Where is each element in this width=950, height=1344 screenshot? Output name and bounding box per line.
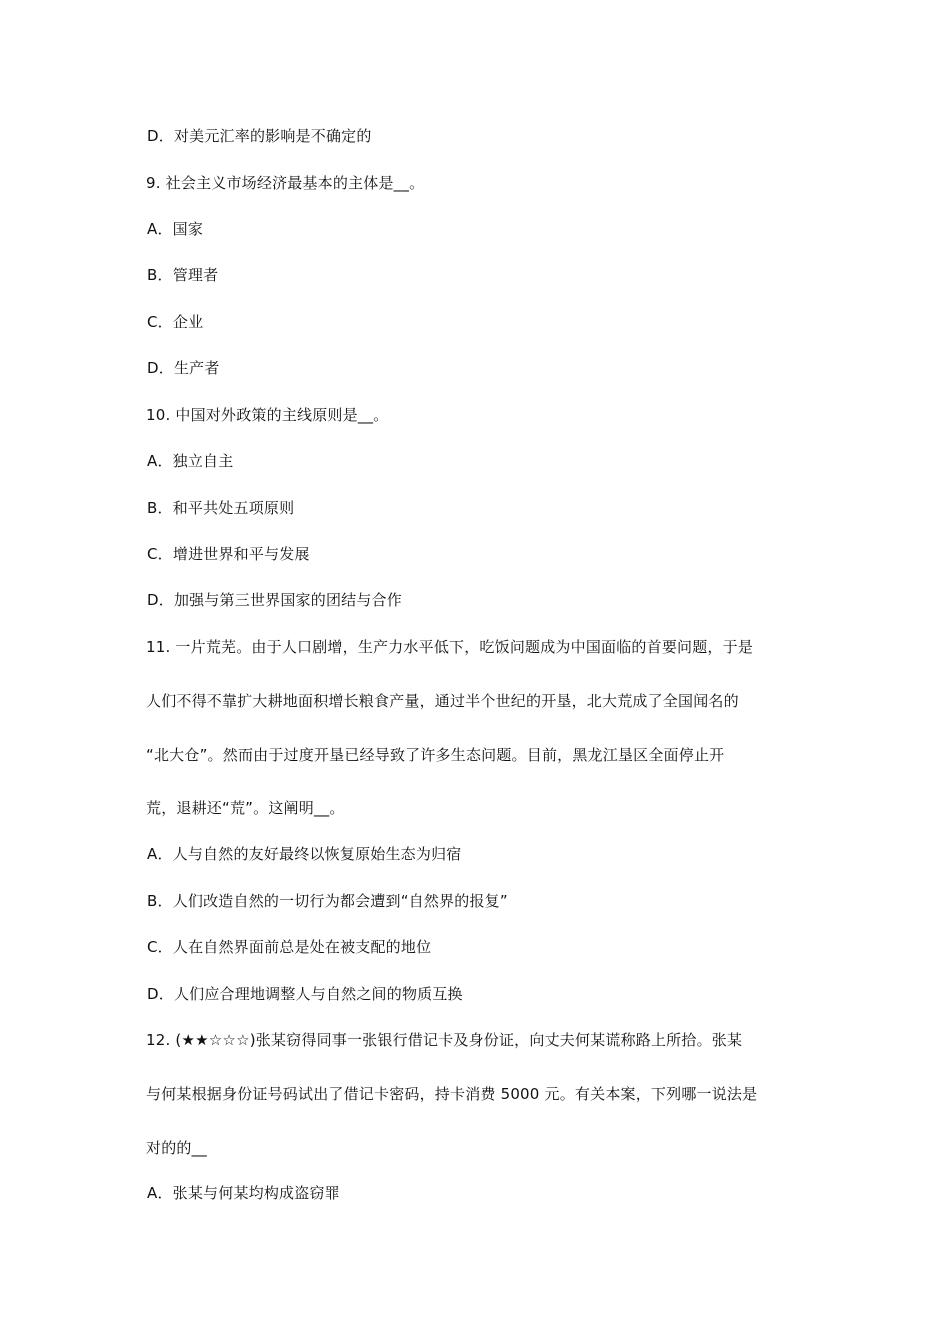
q9-question: 9. 社会主义市场经济最基本的主体是__。 [146, 174, 425, 192]
q9-option-d: D．生产者 [147, 359, 220, 377]
q10-option-d: D．加强与第三世界国家的团结与合作 [147, 591, 402, 609]
q10-option-a: A．独立自主 [147, 452, 234, 470]
q12-option-a: A．张某与何某均构成盗窃罪 [147, 1184, 340, 1202]
q10-question: 10. 中国对外政策的主线原则是__。 [146, 406, 389, 424]
q11-question-line-1: 11. 一片荒芜。由于人口剧增，生产力水平低下，吃饭问题成为中国面临的首要问题，于是 [146, 638, 754, 656]
q11-question-line-2: 人们不得不靠扩大耕地面积增长粮食产量，通过半个世纪的开垦，北大荒成了全国闻名的 [146, 692, 739, 710]
q11-option-a: A．人与自然的友好最终以恢复原始生态为归宿 [147, 845, 462, 863]
q12-question-line-3: 对的的__ [146, 1139, 208, 1157]
q12-question-line-1: 12. (★★☆☆☆)张某窃得同事一张银行借记卡及身份证，向丈夫何某谎称路上所拾。张某 [146, 1031, 743, 1049]
q9-option-b: B．管理者 [147, 266, 219, 284]
q11-option-d: D．人们应合理地调整人与自然之间的物质互换 [147, 985, 463, 1003]
q10-option-b: B．和平共处五项原则 [147, 499, 295, 517]
q10-option-c: C．增进世界和平与发展 [147, 545, 310, 563]
q9-option-c: C．企业 [147, 313, 204, 331]
q9-option-a: A．国家 [147, 220, 204, 238]
q11-question-line-4: 荒，退耕还“荒”。这阐明__。 [146, 799, 345, 817]
q12-question-line-2: 与何某根据身份证号码试出了借记卡密码，持卡消费 5000 元。有关本案，下列哪一说法是 [146, 1085, 758, 1103]
q11-option-c: C．人在自然界面前总是处在被支配的地位 [147, 938, 432, 956]
q11-option-b: B．人们改造自然的一切行为都会遭到“自然界的报复” [147, 892, 508, 910]
q8-option-d: D．对美元汇率的影响是不确定的 [147, 127, 372, 145]
q11-question-line-3: “北大仓”。然而由于过度开垦已经导致了许多生态问题。目前，黑龙江垦区全面停止开 [146, 746, 725, 764]
